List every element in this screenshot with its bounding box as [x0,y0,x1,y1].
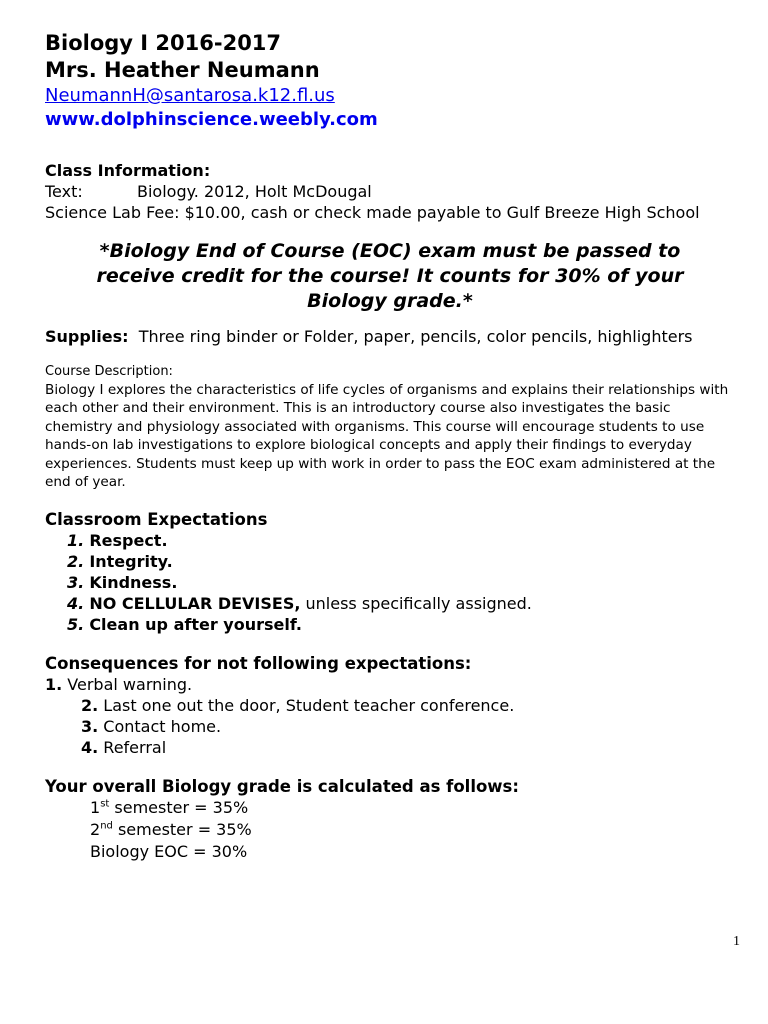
consequences-heading: Consequences for not following expectations: [45,654,472,674]
supplies-value: Three ring binder or Folder, paper, pencils, color pencils, highlighters [138,327,693,346]
textbook-value: Biology. 2012, Holt McDougal [137,182,372,201]
expectations-heading: Classroom Expectations [45,510,268,530]
page-number: 1 [733,934,740,949]
grading-item: 1st semester = 35% [90,798,249,818]
class-info-heading: Class Information: [45,161,211,180]
expectation-item: 2. Integrity. [67,552,173,572]
email-link[interactable]: NeumannH@santarosa.k12.fl.us [45,85,335,106]
consequence-item: 3. Contact home. [81,717,222,737]
grading-heading: Your overall Biology grade is calculated as follows: [45,777,519,797]
website-link[interactable]: www.dolphinscience.weebly.com [45,109,378,130]
expectation-item: 5. Clean up after yourself. [67,615,303,635]
expectation-item: 4. NO CELLULAR DEVISES, unless specifically assigned. [67,594,532,614]
lab-fee-line: Science Lab Fee: $10.00, cash or check made payable to Gulf Breeze High School [45,203,700,222]
supplies-line [45,326,735,347]
consequence-item: 4. Referral [81,738,167,758]
textbook-label: Text: [45,182,83,201]
supplies-label: Supplies: [45,327,129,346]
consequence-item: 2. Last one out the door, Student teacher conference. [81,696,515,716]
course-title: Biology I 2016-2017 [45,31,282,55]
course-description-heading: Course Description: [45,364,173,379]
textbook-line [45,181,735,202]
grading-item: Biology EOC = 30% [90,842,248,862]
consequences-list [45,674,735,758]
expectation-item: 3. Kindness. [67,573,178,593]
course-description-body: Biology I explores the characteristics of life cycles of organisms and explains their relationships with each other and their environment. This is an introductory course also investigates the basic chemistry and physiology associated with organisms. This course will encourage students to use hands-on lab investigations to explore biological concepts and apply their findings to everyday experiences. Students must keep up with work in order to pass the EOC exam administered at the end of year. [45,382,729,491]
eoc-notice: *Biology End of Course (EOC) exam must be passed to receive credit for the course! It counts for 30% of your Biology grade.* [96,240,684,312]
consequence-item: 1. Verbal warning. [45,675,193,695]
document-page [45,30,735,863]
expectations-list [45,530,735,635]
grading-list [45,797,735,863]
expectation-item: 1. Respect. [67,531,168,551]
grading-item: 2nd semester = 35% [90,820,252,840]
teacher-name: Mrs. Heather Neumann [45,58,320,82]
